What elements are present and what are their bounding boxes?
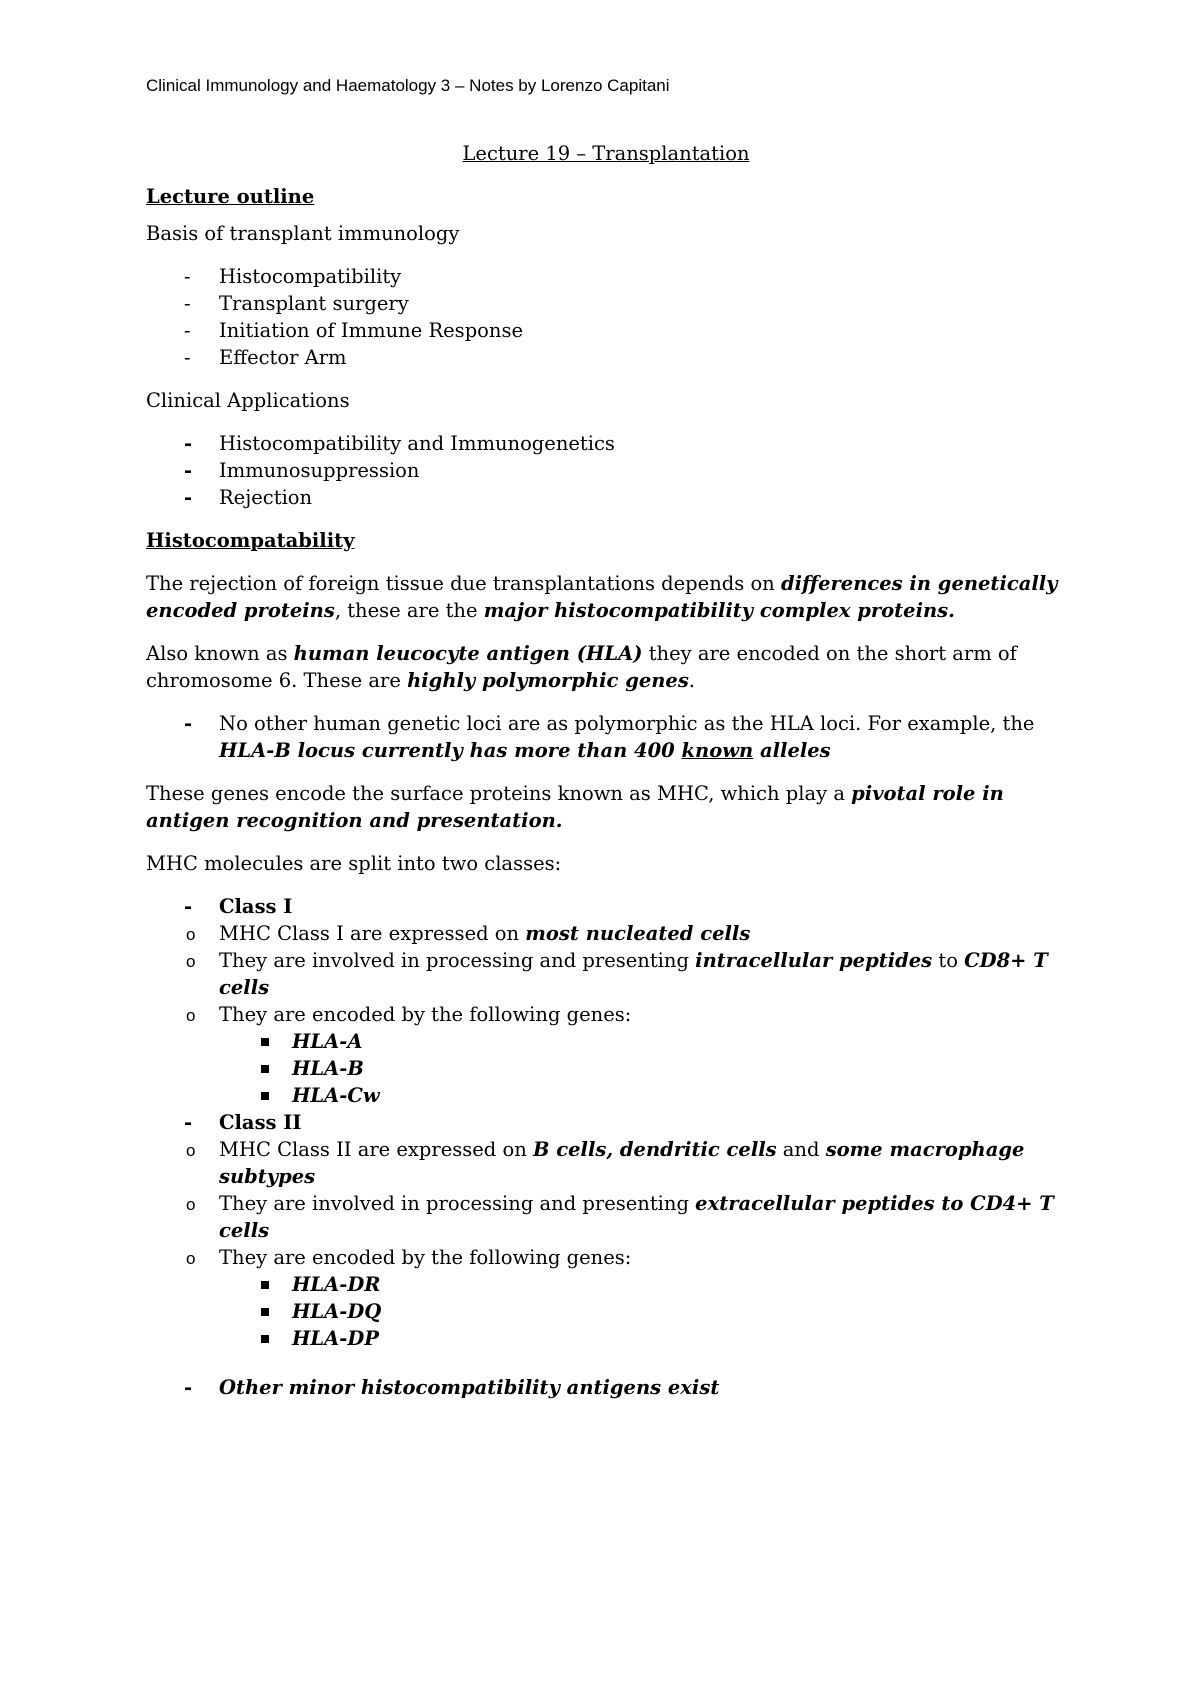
gene-item: HLA-A [219, 1028, 1066, 1055]
dash-marker: - [184, 1111, 193, 1134]
list-item: - Effector Arm [184, 346, 347, 369]
dash-marker: - [184, 895, 193, 918]
outline-heading: Lecture outline [146, 185, 315, 208]
square-bullet-icon [261, 1308, 269, 1316]
hla-bullet-list [146, 710, 1066, 764]
clinical-list [146, 430, 1066, 511]
basis-list [146, 263, 1066, 371]
square-bullet-icon [261, 1281, 269, 1289]
basis-label: Basis of transplant immunology [146, 222, 460, 245]
gene-item: HLA-Cw [219, 1082, 1066, 1109]
list-item-class-i: - Class I o MHC Class I are expressed on most nucleated cells o They are involved in processing and presenting intracellular peptides to CD8+ T cells o They are encoded by the following genes: HLA-A HLA-B HLA-Cw [146, 893, 1066, 1109]
page-header: Clinical Immunology and Haematology 3 – Notes by Lorenzo Capitani [146, 76, 670, 95]
dash-marker: - [184, 432, 193, 455]
circle-marker: o [186, 1195, 196, 1214]
dash-marker: - [184, 319, 191, 342]
dash-marker: - [184, 265, 191, 288]
gene-item: HLA-B [219, 1055, 1066, 1082]
square-bullet-icon [261, 1065, 269, 1073]
list-item: - Histocompatibility [184, 265, 402, 288]
circle-marker: o [186, 925, 196, 944]
clinical-label: Clinical Applications [146, 389, 350, 412]
dash-marker: - [184, 1376, 193, 1399]
dash-marker: - [184, 346, 191, 369]
histocompatability-heading: Histocompatability [146, 529, 355, 552]
list-item: o MHC Class II are expressed on B cells, dendritic cells and some macrophage subtypes [186, 1138, 1025, 1188]
circle-marker: o [186, 1006, 196, 1025]
list-item: o MHC Class I are expressed on most nucleated cells [146, 920, 1066, 947]
paragraph-mhc-classes: MHC molecules are split into two classes: [146, 852, 562, 875]
gene-item: HLA-DQ [219, 1298, 1066, 1325]
list-item-other-minor: - Other minor histocompatibility antigens exist [184, 1376, 720, 1399]
list-item: - No other human genetic loci are as polymorphic as the HLA loci. For example, the HLA-B locus currently has more than 400 known alleles [184, 712, 1035, 762]
square-bullet-icon [261, 1335, 269, 1343]
dash-marker: - [184, 459, 193, 482]
dash-marker: - [184, 292, 191, 315]
list-item: o They are involved in processing and presenting intracellular peptides to CD8+ T cells [186, 949, 1048, 999]
list-item: - Initiation of Immune Response [184, 319, 524, 342]
list-item: - Rejection [184, 486, 313, 509]
dash-marker: - [184, 712, 193, 735]
gene-item: HLA-DR [219, 1271, 1066, 1298]
list-item: o They are encoded by the following genes: HLA-A HLA-B HLA-Cw [146, 1001, 1066, 1109]
mhc-class-list [146, 893, 1066, 1401]
list-item-class-ii: - Class II o MHC Class II are expressed on B cells, dendritic cells and some macrophage subtypes o They are involved in processing and presenting extracellular peptides to CD4+ T cells o They are encoded by the following genes: HLA-DR HLA-DQ HLA-DP [146, 1109, 1066, 1352]
list-item: - Immunosuppression [184, 459, 420, 482]
document-body [146, 140, 1066, 1401]
class-i-genes [219, 1028, 1066, 1109]
class-i-sublist [146, 920, 1066, 1109]
list-item: - Histocompatibility and Immunogenetics [184, 432, 615, 455]
paragraph-mhc-role: These genes encode the surface proteins known as MHC, which play a pivotal role in antigen recognition and presentation. [146, 782, 1004, 832]
list-item: o They are encoded by the following genes: HLA-DR HLA-DQ HLA-DP [146, 1244, 1066, 1352]
paragraph-rejection: The rejection of foreign tissue due transplantations depends on differences in genetically encoded proteins, these are the major histocompatibility complex proteins. [146, 572, 1058, 622]
class-ii-sublist [146, 1136, 1066, 1352]
circle-marker: o [186, 1141, 196, 1160]
square-bullet-icon [261, 1038, 269, 1046]
list-item: o They are involved in processing and presenting extracellular peptides to CD4+ T cells [186, 1192, 1054, 1242]
list-item: - Transplant surgery [184, 292, 409, 315]
circle-marker: o [186, 952, 196, 971]
class-ii-genes [219, 1271, 1066, 1352]
circle-marker: o [186, 1249, 196, 1268]
square-bullet-icon [261, 1092, 269, 1100]
lecture-title: Lecture 19 – Transplantation [462, 142, 750, 165]
dash-marker: - [184, 486, 193, 509]
gene-item: HLA-DP [219, 1325, 1066, 1352]
paragraph-hla: Also known as human leucocyte antigen (HLA) they are encoded on the short arm of chromosome 6. These are highly polymorphic genes. [146, 642, 1017, 692]
